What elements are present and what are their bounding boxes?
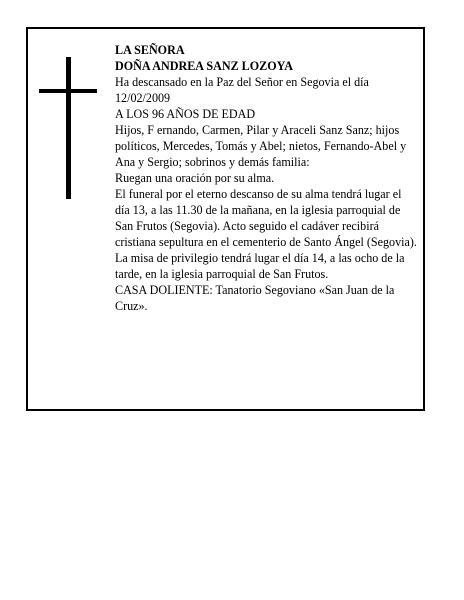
title-label: LA SEÑORA [115, 43, 185, 57]
cross-vertical-bar [66, 57, 71, 199]
obituary-notice [26, 27, 425, 411]
family-list: Hijos, F ernando, Carmen, Pilar y Araceli Sanz Sanz; hijos políticos, Mercedes, Tomás y Abel; nietos, Fernando-Abel y Ana y Sergio; sobrinos y demás familia: [115, 123, 407, 169]
prayer-request: Ruegan una oración por su alma. [115, 171, 275, 185]
cross-horizontal-bar [39, 89, 97, 93]
funeral-details: El funeral por el eterno descanso de su alma tendrá lugar el día 13, a las 11.30 de la mañana, en la iglesia parroquial de San Frutos (Segovia). Acto seguido el cadáver recibirá cristiana sepultura en el cementerio de Santo Ángel (Segovia). La misa de privilegio tendrá lugar el día 14, a las ocho de la tarde, en la iglesia parroquial de San Frutos. [115, 187, 417, 281]
rest-statement: Ha descansado en la Paz del Señor en Segovia el día 12/02/2009 [115, 75, 369, 105]
deceased-name: DOÑA ANDREA SANZ LOZOYA [115, 59, 293, 73]
age-statement: A LOS 96 AÑOS DE EDAD [115, 107, 256, 121]
latin-cross-icon [39, 57, 97, 199]
mourning-house: CASA DOLIENTE: Tanatorio Segoviano «San Juan de la Cruz». [115, 283, 395, 313]
obituary-text [115, 42, 418, 314]
